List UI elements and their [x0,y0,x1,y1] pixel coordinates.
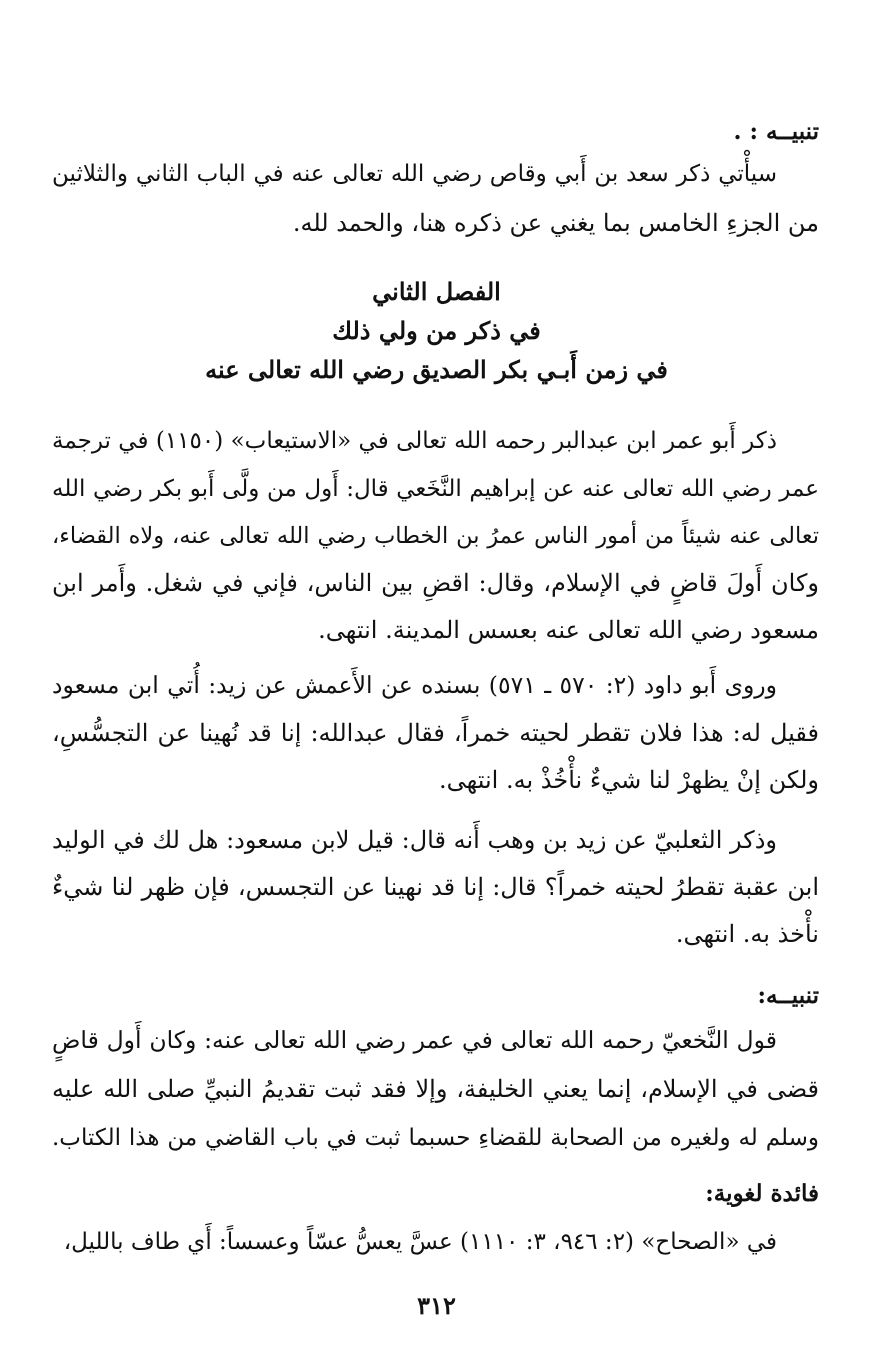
text-line: وسلم له ولغيره من الصحابة للقضاءِ حسبما ثبت في باب القاضي من هذا الكتاب. [52,1125,819,1151]
text-line: سيأْتي ذكر سعد بن أَبي وقاص رضي الله تعالى عنه في الباب الثاني والثلاثين [52,161,777,187]
chapter-subtitle: في زمن أَبـي بكر الصديق رضي الله تعالى عنه [205,355,668,384]
text-line: وكان أَولَ قاضٍ في الإسلام، وقال: اقضِ بين الناس، فإني في شغل. وأَمر ابن [52,569,819,597]
text-line: قول النَّخعيّ رحمه الله تعالى في عمر رضي الله تعالى عنه: وكان أَول قاضٍ [52,1026,777,1054]
text-line: من الجزءِ الخامس بما يغني عن ذكره هنا، والحمد لله. [292,209,819,237]
page-number: ٣١٢ [417,1291,456,1320]
text-line: فقيل له: هذا فلان تقطر لحيته خمراً، فقال عبدالله: إنا قد نُهينا عن التجسُّسِ، [52,719,819,747]
text-line: عمر رضي الله تعالى عنه عن إبراهيم النَّخَعي قال: أَول من ولَّى أَبو بكر رضي الله [52,476,819,502]
text-line: مسعود رضي الله تعالى عنه بعسس المدينة. انتهى. [318,616,819,644]
text-line: ولكن إنْ يظهرْ لنا شيءٌ نأْخُذْ به. انتهى. [439,766,819,794]
text-line: وذكر الثعلبيّ عن زيد بن وهب أَنه قال: قيل لابن مسعود: هل لك في الوليد [52,826,778,854]
text-line: نأْخذ به. انتهى. [675,920,819,948]
chapter-title: الفصل الثاني [372,277,501,306]
text-line: ابن عقبة تقطرُ لحيته خمراً؟ قال: إنا قد نهينا عن التجسس، فإن ظهر لنا شيءٌ [52,873,819,901]
text-line: وروى أَبو داود (٢: ٥٧٠ ـ ٥٧١) بسنده عن الأَعمش عن زيد: أُتي ابن مسعود [52,671,778,699]
note-label-2: تنبيــه: [757,982,819,1009]
text-line: تعالى عنه شيئاً من أمور الناس عمرُ بن الخطاب رضي الله تعالى عنه، ولاه القضاء، [52,523,819,549]
text-line: في «الصحاح» (٢: ٩٤٦، ٣: ١١١٠) عسَّ يعسُّ عسّاً وعسساً: أَي طاف بالليل، [63,1229,777,1255]
note-label-1: تنبيــه : . [733,118,819,145]
text-line: ذكر أَبو عمر ابن عبدالبر رحمه الله تعالى في «الاستيعاب» (١١٥٠) في ترجمة [52,428,777,454]
chapter-subtitle: في ذكر من ولي ذلك [332,316,541,345]
note-label-3: فائدة لغوية: [705,1180,819,1207]
text-line: قضى في الإسلام، إنما يعني الخليفة، وإلا فقد ثبت تقديمُ النبيِّ صلى الله عليه [52,1075,819,1103]
